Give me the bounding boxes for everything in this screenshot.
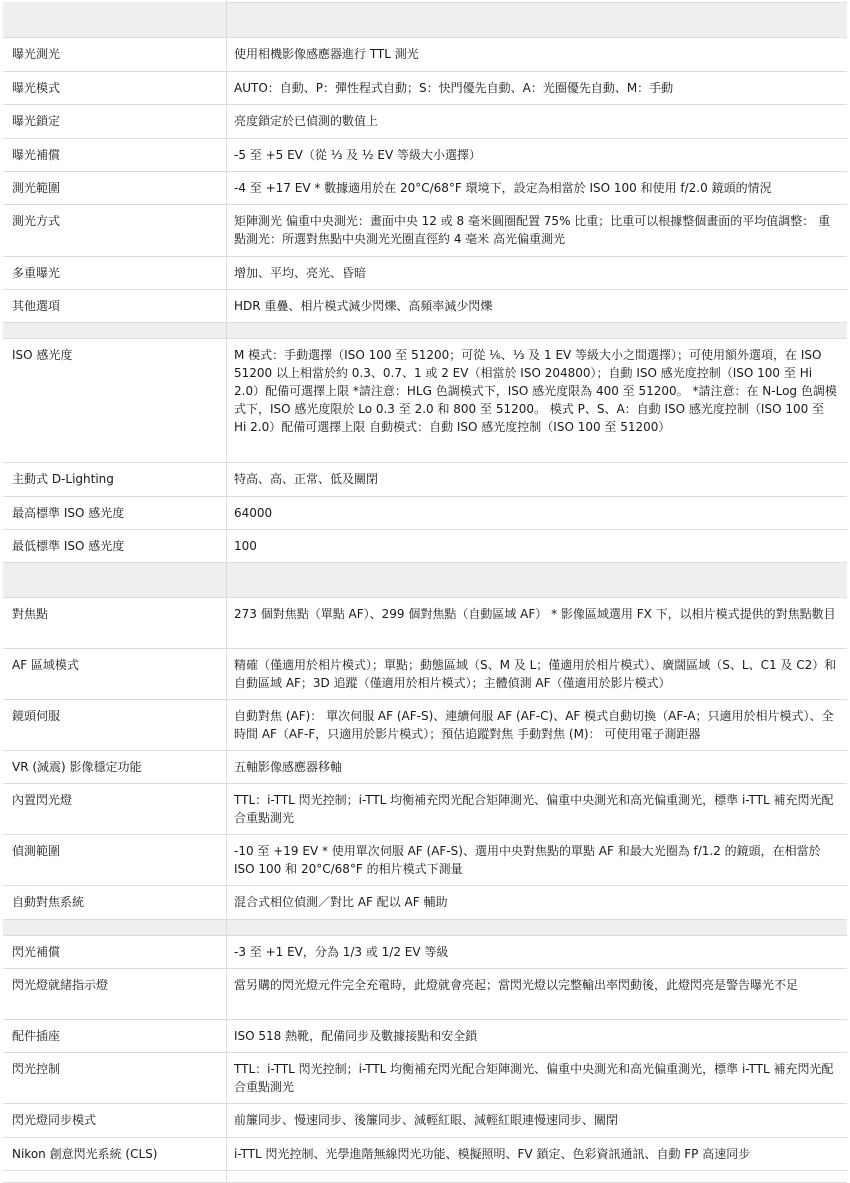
spec-value: i-TTL 閃光控制、光學進階無線閃光功能、模擬照明、FV 鎖定、色彩資訊通訊、自動 FP 高速同步 xyxy=(227,1137,848,1170)
spec-row xyxy=(3,597,847,648)
spec-label: 曝光模式 xyxy=(3,71,227,104)
spec-label: 內置閃光燈 xyxy=(3,783,227,834)
spec-label: VR (減震) 影像穩定功能 xyxy=(3,750,227,783)
spec-value: -10 至 +19 EV * 使用單次伺服 AF (AF-S)、選用中央對焦點的單點 AF 和最大光圈為 f/1.2 的鏡頭，在相當於 ISO 100 和 20°C/68°F 的相片模式下測量 xyxy=(227,834,848,885)
spec-row xyxy=(3,750,847,783)
spec-value: AUTO：自動、P：彈性程式自動；S：快門優先自動、A：光圈優先自動、M：手動 xyxy=(227,71,848,104)
spec-table-body xyxy=(3,0,847,1182)
spec-label: 鏡頭伺服 xyxy=(3,699,227,750)
spec-value: HDR 重疊、相片模式減少閃爍、高頻率減少閃爍 xyxy=(227,289,848,322)
spec-row xyxy=(3,1103,847,1137)
spec-label: AF 區域模式 xyxy=(3,648,227,699)
spec-row xyxy=(3,1052,847,1103)
spec-row xyxy=(3,462,847,496)
spec-label: 對焦點 xyxy=(3,597,227,648)
spec-row xyxy=(3,204,847,256)
spec-row xyxy=(3,289,847,322)
spec-value: 使用相機影像感應器進行 TTL 測光 xyxy=(227,37,848,71)
spec-row xyxy=(3,71,847,104)
section-divider xyxy=(3,322,847,338)
spec-label: 其他選項 xyxy=(3,289,227,322)
spec-label: 曝光鎖定 xyxy=(3,104,227,138)
spec-value: 五軸影像感應器移軸 xyxy=(227,750,848,783)
spec-label: 測光方式 xyxy=(3,204,227,256)
spec-value: 自動對焦 (AF)： 單次伺服 AF (AF-S)、連續伺服 AF (AF-C)、AF 模式自動切換（AF-A；只適用於相片模式）、全時間 AF（AF-F，只適用於影片模式）；預估追蹤對焦 手動對焦 (M)： 可使用電子測距器 xyxy=(227,699,848,750)
spec-label: 多重曝光 xyxy=(3,256,227,289)
spec-row xyxy=(3,834,847,885)
spec-row xyxy=(3,885,847,919)
spec-value: 64000 xyxy=(227,496,848,529)
spec-row xyxy=(3,783,847,834)
section-divider xyxy=(3,562,847,597)
spec-value: 273 個對焦點（單點 AF）、299 個對焦點（自動區域 AF） * 影像區域選用 FX 下，以相片模式提供的對焦點數目 xyxy=(227,597,848,648)
spec-row xyxy=(3,171,847,204)
spec-value: 矩陣測光 偏重中央測光：畫面中央 12 或 8 毫米圓圈配置 75% 比重；比重可以根據整個畫面的平均值調整： 重點測光：所選對焦點中央測光光圈直徑約 4 毫米 高光偏重測光 xyxy=(227,204,848,256)
spec-value: 精確（僅適用於相片模式）；單點；動態區域（S、M 及 L；僅適用於相片模式）、廣闊區域（S、L、C1 及 C2）和自動區域 AF；3D 追蹤（僅適用於相片模式）；主體偵測 AF（僅適用於影片模式） xyxy=(227,648,848,699)
spec-value: TTL：i-TTL 閃光控制；i-TTL 均衡補充閃光配合矩陣測光、偏重中央測光和高光偏重測光，標準 i-TTL 補充閃光配合重點測光 xyxy=(227,783,848,834)
spec-label: 閃光補償 xyxy=(3,935,227,968)
spec-value: 亮度鎖定於已偵測的數值上 xyxy=(227,104,848,138)
spec-value: 混合式相位偵測／對比 AF 配以 AF 輔助 xyxy=(227,885,848,919)
table-spacer xyxy=(3,1170,847,1182)
section-divider xyxy=(3,919,847,935)
spec-label: 偵測範圍 xyxy=(3,834,227,885)
spec-value: 前簾同步、慢速同步、後簾同步、減輕紅眼、減輕紅眼連慢速同步、關閉 xyxy=(227,1103,848,1137)
spec-row xyxy=(3,138,847,171)
spec-label: 閃光燈就緒指示燈 xyxy=(3,968,227,1019)
section-divider xyxy=(3,2,847,37)
spec-label: 最高標準 ISO 感光度 xyxy=(3,496,227,529)
spec-label: Nikon 創意閃光系統 (CLS) xyxy=(3,1137,227,1170)
spec-value: M 模式：手動選擇（ISO 100 至 51200；可從 ⅙、⅓ 及 1 EV 等級大小之間選擇）；可使用額外選項，在 ISO 51200 以上相當於約 0.3、0.7、1 或 2 EV（相當於 ISO 204800）；自動 ISO 感光度控制（ISO 100 至 Hi 2.0）配備可選擇上限 *請注意：HLG 色調模式下，ISO 感光度限為 400 至 51200。 *請注意：在 N-Log 色調模式下，ISO 感光度限於 Lo 0.3 至 2.0 和 800 至 51200。 模式 P、S、A：自動 ISO 感光度控制（ISO 100 至 Hi 2.0）配備可選擇上限 自動模式：自動 ISO 感光度控制（ISO 100 至 51200） xyxy=(227,338,848,462)
spec-row xyxy=(3,104,847,138)
spec-label: ISO 感光度 xyxy=(3,338,227,462)
spec-label: 最低標準 ISO 感光度 xyxy=(3,529,227,562)
spec-value: 當另購的閃光燈元件完全充電時，此燈就會亮起；當閃光燈以完整輸出率閃動後，此燈閃亮是警告曝光不足 xyxy=(227,968,848,1019)
spec-row xyxy=(3,496,847,529)
spec-row xyxy=(3,338,847,462)
spec-value: -5 至 +5 EV（從 ⅓ 及 ½ EV 等級大小選擇） xyxy=(227,138,848,171)
spec-row xyxy=(3,256,847,289)
spec-label: 曝光補償 xyxy=(3,138,227,171)
spec-value: 增加、平均、亮光、昏暗 xyxy=(227,256,848,289)
spec-row xyxy=(3,529,847,562)
spec-label: 配件插座 xyxy=(3,1019,227,1052)
spec-row xyxy=(3,968,847,1019)
spec-label: 自動對焦系統 xyxy=(3,885,227,919)
spec-value: -4 至 +17 EV * 數據適用於在 20°C/68°F 環境下，設定為相當於 ISO 100 和使用 f/2.0 鏡頭的情況 xyxy=(227,171,848,204)
spec-row xyxy=(3,37,847,71)
spec-value: ISO 518 熱靴，配備同步及數據接點和安全鎖 xyxy=(227,1019,848,1052)
spec-row xyxy=(3,935,847,968)
spec-row xyxy=(3,1019,847,1052)
spec-row xyxy=(3,699,847,750)
spec-label: 主動式 D-Lighting xyxy=(3,462,227,496)
spec-value: -3 至 +1 EV，分為 1/3 或 1/2 EV 等級 xyxy=(227,935,848,968)
spec-label: 閃光燈同步模式 xyxy=(3,1103,227,1137)
spec-value: 特高、高、正常、低及關閉 xyxy=(227,462,848,496)
spec-value: TTL：i-TTL 閃光控制；i-TTL 均衡補充閃光配合矩陣測光、偏重中央測光和高光偏重測光，標準 i-TTL 補充閃光配合重點測光 xyxy=(227,1052,848,1103)
spec-table xyxy=(3,0,847,1183)
spec-label: 測光範圍 xyxy=(3,171,227,204)
spec-row xyxy=(3,648,847,699)
spec-label: 曝光測光 xyxy=(3,37,227,71)
spec-label: 閃光控制 xyxy=(3,1052,227,1103)
spec-value: 100 xyxy=(227,529,848,562)
spec-row xyxy=(3,1137,847,1170)
